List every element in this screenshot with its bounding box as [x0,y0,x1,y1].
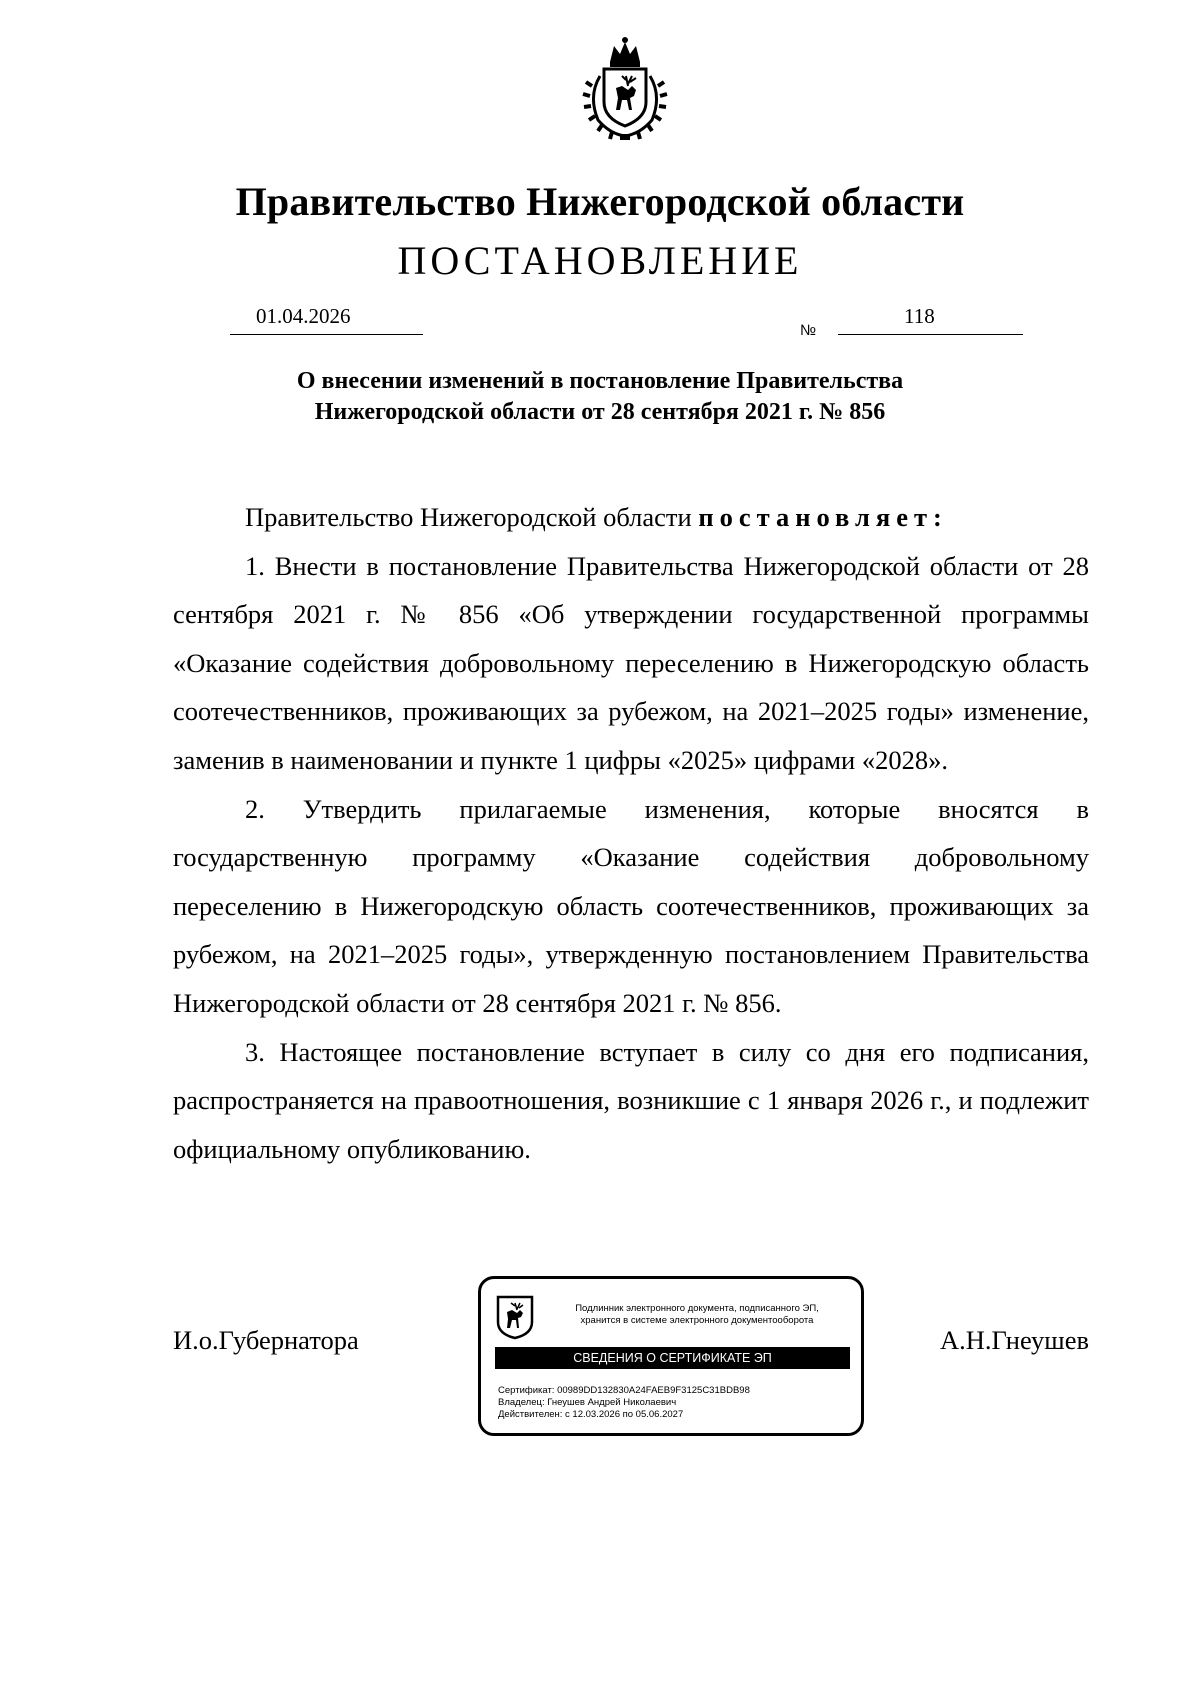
number-sign: № [800,322,817,339]
certificate-validity: Действителен: с 12.03.2026 по 05.06.2027 [498,1409,684,1420]
certificate-owner: Владелец: Гнеушев Андрей Николаевич [498,1397,677,1408]
signatory-role: И.о.Губернатора [173,1325,359,1355]
document-date-field [230,304,423,335]
item-1: 1. Внести в постановление Правительства Нижегородской области от 28 сентября 2021 г. № 856 «Об утверждении государственной программы «Оказание содействия добровольному переселению в Нижегородскую область соотечественников, проживающих за рубежом, на 2021–2025 годы» изменение, заменив в наименовании и пункте 1 цифры «2025» цифрами «2028». [173,550,1089,775]
document-body [173,493,1089,1173]
signatory-name: А.Н.Гнеушев [939,1325,1089,1355]
stamp-notice-line-1: Подлинник электронного документа, подписанного ЭП, [575,1303,819,1314]
document-type: ПОСТАНОВЛЕНИЕ [397,238,803,283]
item-3: 3. Настоящее постановление вступает в силу со дня его подписания, распространяется на правоотношения, возникшие с 1 января 2026 г., и подлежит официальному опубликованию. [173,1036,1089,1164]
certificate-id: Сертификат: 00989DD132830A24FAEB9F3125C31BDB98 [498,1385,750,1396]
document-number: 118 [904,304,935,328]
preamble-verb: постановляет: [698,502,948,532]
preamble-text: Правительство Нижегородской области [245,502,692,532]
subject-line-2: Нижегородской области от 28 сентября 2021 г. № 856 [314,399,886,425]
document-date: 01.04.2026 [256,304,351,328]
stamp-notice-line-2: хранится в системе электронного документооборота [580,1315,814,1326]
electronic-signature-stamp [478,1276,864,1436]
subject-line-1: О внесении изменений в постановление Правительства [296,368,904,394]
deer-emblem-icon [495,1294,535,1340]
stamp-notice [541,1303,853,1327]
document-number-field [838,304,1023,335]
document-subject [0,366,1200,428]
coat-of-arms-icon [570,36,680,144]
preamble [173,493,1089,542]
item-2: 2. Утвердить прилагаемые изменения, которые вносятся в государственную программу «Оказание содействия добровольному переселению в Нижегородскую область соотечественников, проживающих за рубежом, на 2021–2025 годы», утвержденную постановлением Правительства Нижегородской области от 28 сентября 2021 г. № 856. [173,793,1089,1018]
stamp-title: СВЕДЕНИЯ О СЕРТИФИКАТЕ ЭП [495,1347,850,1369]
certificate-details [498,1385,750,1421]
government-title: Правительство Нижегородской области [235,179,965,224]
